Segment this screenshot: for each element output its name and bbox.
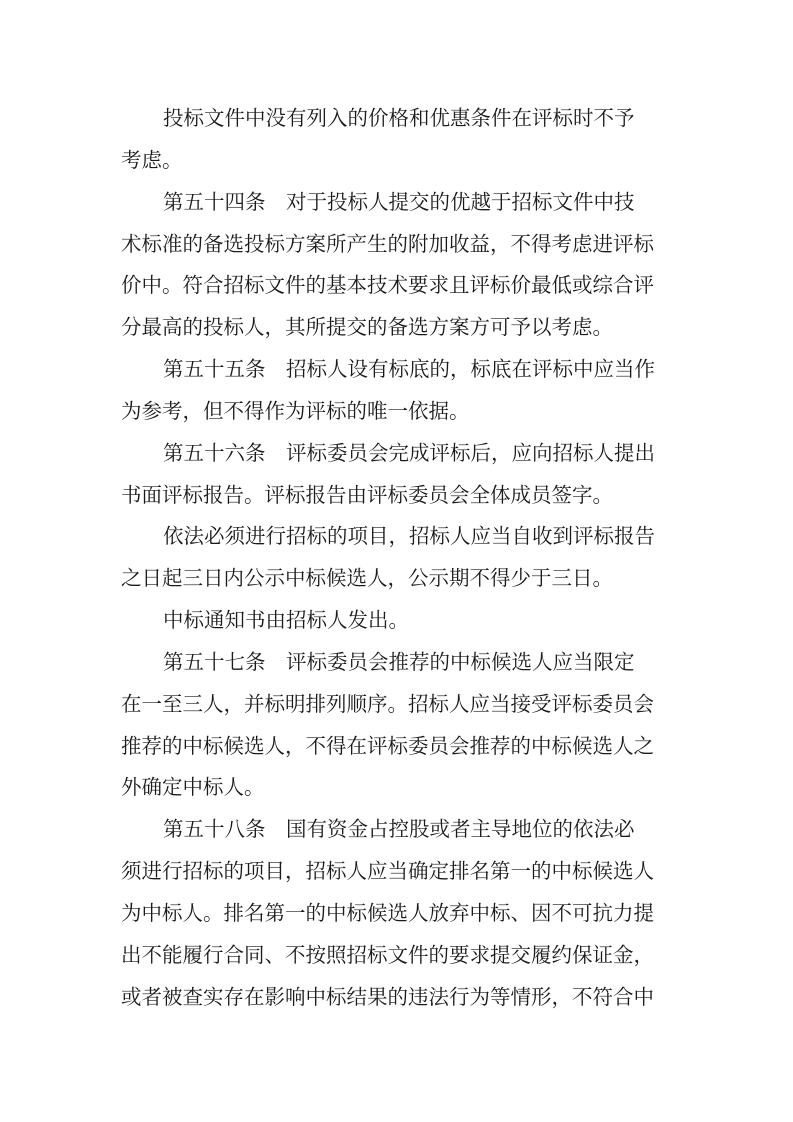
- article-54-heading-line: 第五十四条 对于投标人提交的优越于招标文件中技: [163, 190, 635, 214]
- text-line: 出不能履行合同、不按照招标文件的要求提交履约保证金，: [121, 943, 654, 967]
- text-line: 价中。符合招标文件的基本技术要求且评标价最低或综合评: [121, 273, 654, 297]
- article-55-heading-line: 第五十五条 招标人设有标底的，标底在评标中应当作: [163, 357, 655, 381]
- text-line: 投标文件中没有列入的价格和优惠条件在评标时不予: [163, 106, 635, 130]
- text-line: 依法必须进行招标的项目，招标人应当自收到评标报告: [163, 524, 655, 548]
- text-line: 中标通知书由招标人发出。: [163, 608, 409, 632]
- text-line: 分最高的投标人，其所提交的备选方案方可予以考虑。: [121, 315, 613, 339]
- text-line: 考虑。: [121, 148, 183, 172]
- article-56-heading-line: 第五十六条 评标委员会完成评标后，应向招标人提出: [163, 441, 655, 465]
- text-line: 须进行招标的项目，招标人应当确定排名第一的中标候选人: [121, 859, 654, 883]
- text-line: 术标准的备选投标方案所产生的附加收益，不得考虑进评标: [121, 232, 654, 256]
- text-line: 外确定中标人。: [121, 775, 265, 799]
- text-line: 为参考，但不得作为评标的唯一依据。: [121, 399, 470, 423]
- text-line: 之日起三日内公示中标候选人，公示期不得少于三日。: [121, 566, 613, 590]
- text-line: 为中标人。排名第一的中标候选人放弃中标、因不可抗力提: [121, 901, 654, 925]
- text-line: 或者被查实存在影响中标结果的违法行为等情形，不符合中: [121, 985, 654, 1009]
- text-line: 在一至三人，并标明排列顺序。招标人应当接受评标委员会: [121, 692, 654, 716]
- article-58-heading-line: 第五十八条 国有资金占控股或者主导地位的依法必: [163, 817, 635, 841]
- article-57-heading-line: 第五十七条 评标委员会推荐的中标候选人应当限定: [163, 650, 635, 674]
- text-line: 书面评标报告。评标报告由评标委员会全体成员签字。: [121, 483, 613, 507]
- text-line: 推荐的中标候选人，不得在评标委员会推荐的中标候选人之: [121, 734, 654, 758]
